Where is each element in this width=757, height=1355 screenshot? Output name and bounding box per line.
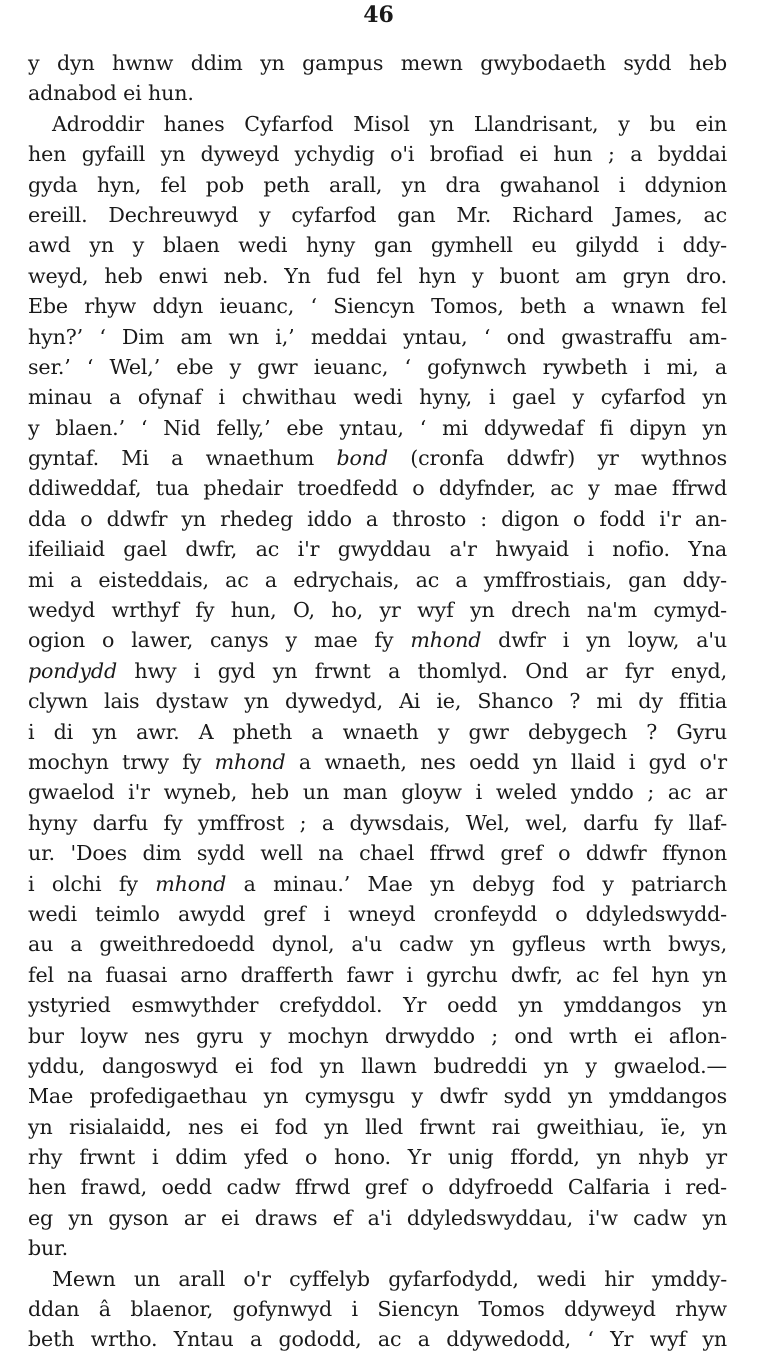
text-line: Adroddir hanes Cyfarfod Misol yn Llandrisant, y bu ein — [52, 111, 727, 136]
text-line: hen frawd, oedd cadw ffrwd gref o ddyfroedd Calfaria i red- — [28, 1175, 727, 1200]
text-line: eg yn gyson ar ei draws ef a'i ddyledswyddau, i'w cadw yn — [28, 1205, 727, 1230]
text-line: mi a eisteddais, ac a edrychais, ac a ymffrostiais, gan ddy- — [28, 567, 727, 592]
text-line: wedi teimlo awydd gref i wneyd cronfeydd o ddyledswydd- — [28, 901, 727, 926]
body-text — [0, 48, 757, 1355]
text-line: pondydd hwy i gyd yn frwnt a thomlyd. Ond ar fyr enyd, — [28, 658, 727, 683]
text-line: y blaen.’ ‘ Nid felly,’ ebe yntau, ‘ mi ddywedaf fi dipyn yn — [28, 415, 727, 440]
text-line: dda o ddwfr yn rhedeg iddo a throsto : digon o fodd i'r an- — [28, 506, 727, 531]
text-line: Mewn un arall o'r cyffelyb gyfarfodydd, wedi hir ymddy- — [52, 1266, 727, 1291]
text-line: i di yn awr. A pheth a wnaeth y gwr debygech ? Gyru — [28, 719, 727, 744]
text-line: minau a ofynaf i chwithau wedi hyny, i gael y cyfarfod yn — [28, 385, 727, 410]
text-line: beth wrtho. Yntau a gododd, ac a ddywedodd, ‘ Yr wyf yn — [28, 1327, 727, 1352]
text-line: ddiweddaf, tua phedair troedfedd o ddyfnder, ac y mae ffrwd — [28, 476, 727, 501]
text-line: i olchi fy mhond a minau.’ Mae yn debyg fod y patriarch — [28, 871, 727, 896]
text-line: ddan â blaenor, gofynwyd i Siencyn Tomos ddyweyd rhyw — [28, 1297, 727, 1322]
text-line: gyntaf. Mi a wnaethum bond (cronfa ddwfr) yr wythnos — [28, 446, 728, 471]
text-line: ystyried esmwythder crefyddol. Yr oedd yn ymddangos yn — [28, 993, 727, 1018]
text-line: yddu, dangoswyd ei fod yn llawn budreddi yn y gwaelod.— — [28, 1053, 727, 1078]
text-line: ifeiliaid gael dwfr, ac i'r gwyddau a'r hwyaid i nofio. Yna — [28, 537, 727, 562]
text-line: rhy frwnt i ddim yfed o hono. Yr unig ffordd, yn nhyb yr — [28, 1145, 727, 1170]
text-line: ser.’ ‘ Wel,’ ebe y gwr ieuanc, ‘ gofynwch rywbeth i mi, a — [28, 354, 727, 379]
text-line: weyd, heb enwi neb. Yn fud fel hyn y buont am gryn dro. — [28, 263, 727, 288]
text-line: hyn?’ ‘ Dim am wn i,’ meddai yntau, ‘ ond gwastraffu am- — [28, 324, 727, 349]
text-line: bur. — [28, 1236, 68, 1261]
text-line: yn risialaidd, nes ei fod yn lled frwnt rai gweithiau, ïe, yn — [28, 1114, 727, 1139]
text-line: gyda hyn, fel pob peth arall, yn dra gwahanol i ddynion — [28, 172, 727, 197]
text-line: fel na fuasai arno drafferth fawr i gyrchu dwfr, ac fel hyn yn — [28, 962, 727, 987]
page-number: 46 — [363, 2, 394, 28]
text-line: adnabod ei hun. — [28, 81, 194, 106]
text-line: gwaelod i'r wyneb, heb un man gloyw i weled ynddo ; ac ar — [28, 780, 727, 805]
text-line: ur. 'Does dim sydd well na chael ffrwd gref o ddwfr ffynon — [28, 841, 727, 866]
text-line: Ebe rhyw ddyn ieuanc, ‘ Siencyn Tomos, beth a wnawn fel — [28, 294, 727, 319]
text-line: au a gweithredoedd dynol, a'u cadw yn gyfleus wrth bwys, — [28, 932, 727, 957]
text-line: ogion o lawer, canys y mae fy mhond dwfr i yn loyw, a'u — [28, 628, 727, 653]
text-line: clywn lais dystaw yn dywedyd, Ai ie, Shanco ? mi dy ffitia — [28, 689, 727, 714]
text-line: y dyn hwnw ddim yn gampus mewn gwybodaeth sydd heb — [28, 51, 727, 75]
text-line: awd yn y blaen wedi hyny gan gymhell eu gilydd i ddy- — [28, 233, 727, 258]
text-line: hen gyfaill yn dyweyd ychydig o'i brofiad ei hun ; a byddai — [28, 142, 727, 167]
text-line: wedyd wrthyf fy hun, O, ho, yr wyf yn drech na'm cymyd- — [28, 598, 727, 623]
text-line: hyny darfu fy ymffrost ; a dywsdais, Wel, wel, darfu fy llaf- — [28, 810, 727, 835]
text-line: bur loyw nes gyru y mochyn drwyddo ; ond wrth ei aflon- — [28, 1023, 727, 1048]
text-line: Mae profedigaethau yn cymysgu y dwfr sydd yn ymddangos — [28, 1084, 727, 1109]
text-line: mochyn trwy fy mhond a wnaeth, nes oedd yn llaid i gyd o'r — [28, 749, 727, 774]
text-line: ereill. Dechreuwyd y cyfarfod gan Mr. Richard James, ac — [28, 202, 727, 227]
